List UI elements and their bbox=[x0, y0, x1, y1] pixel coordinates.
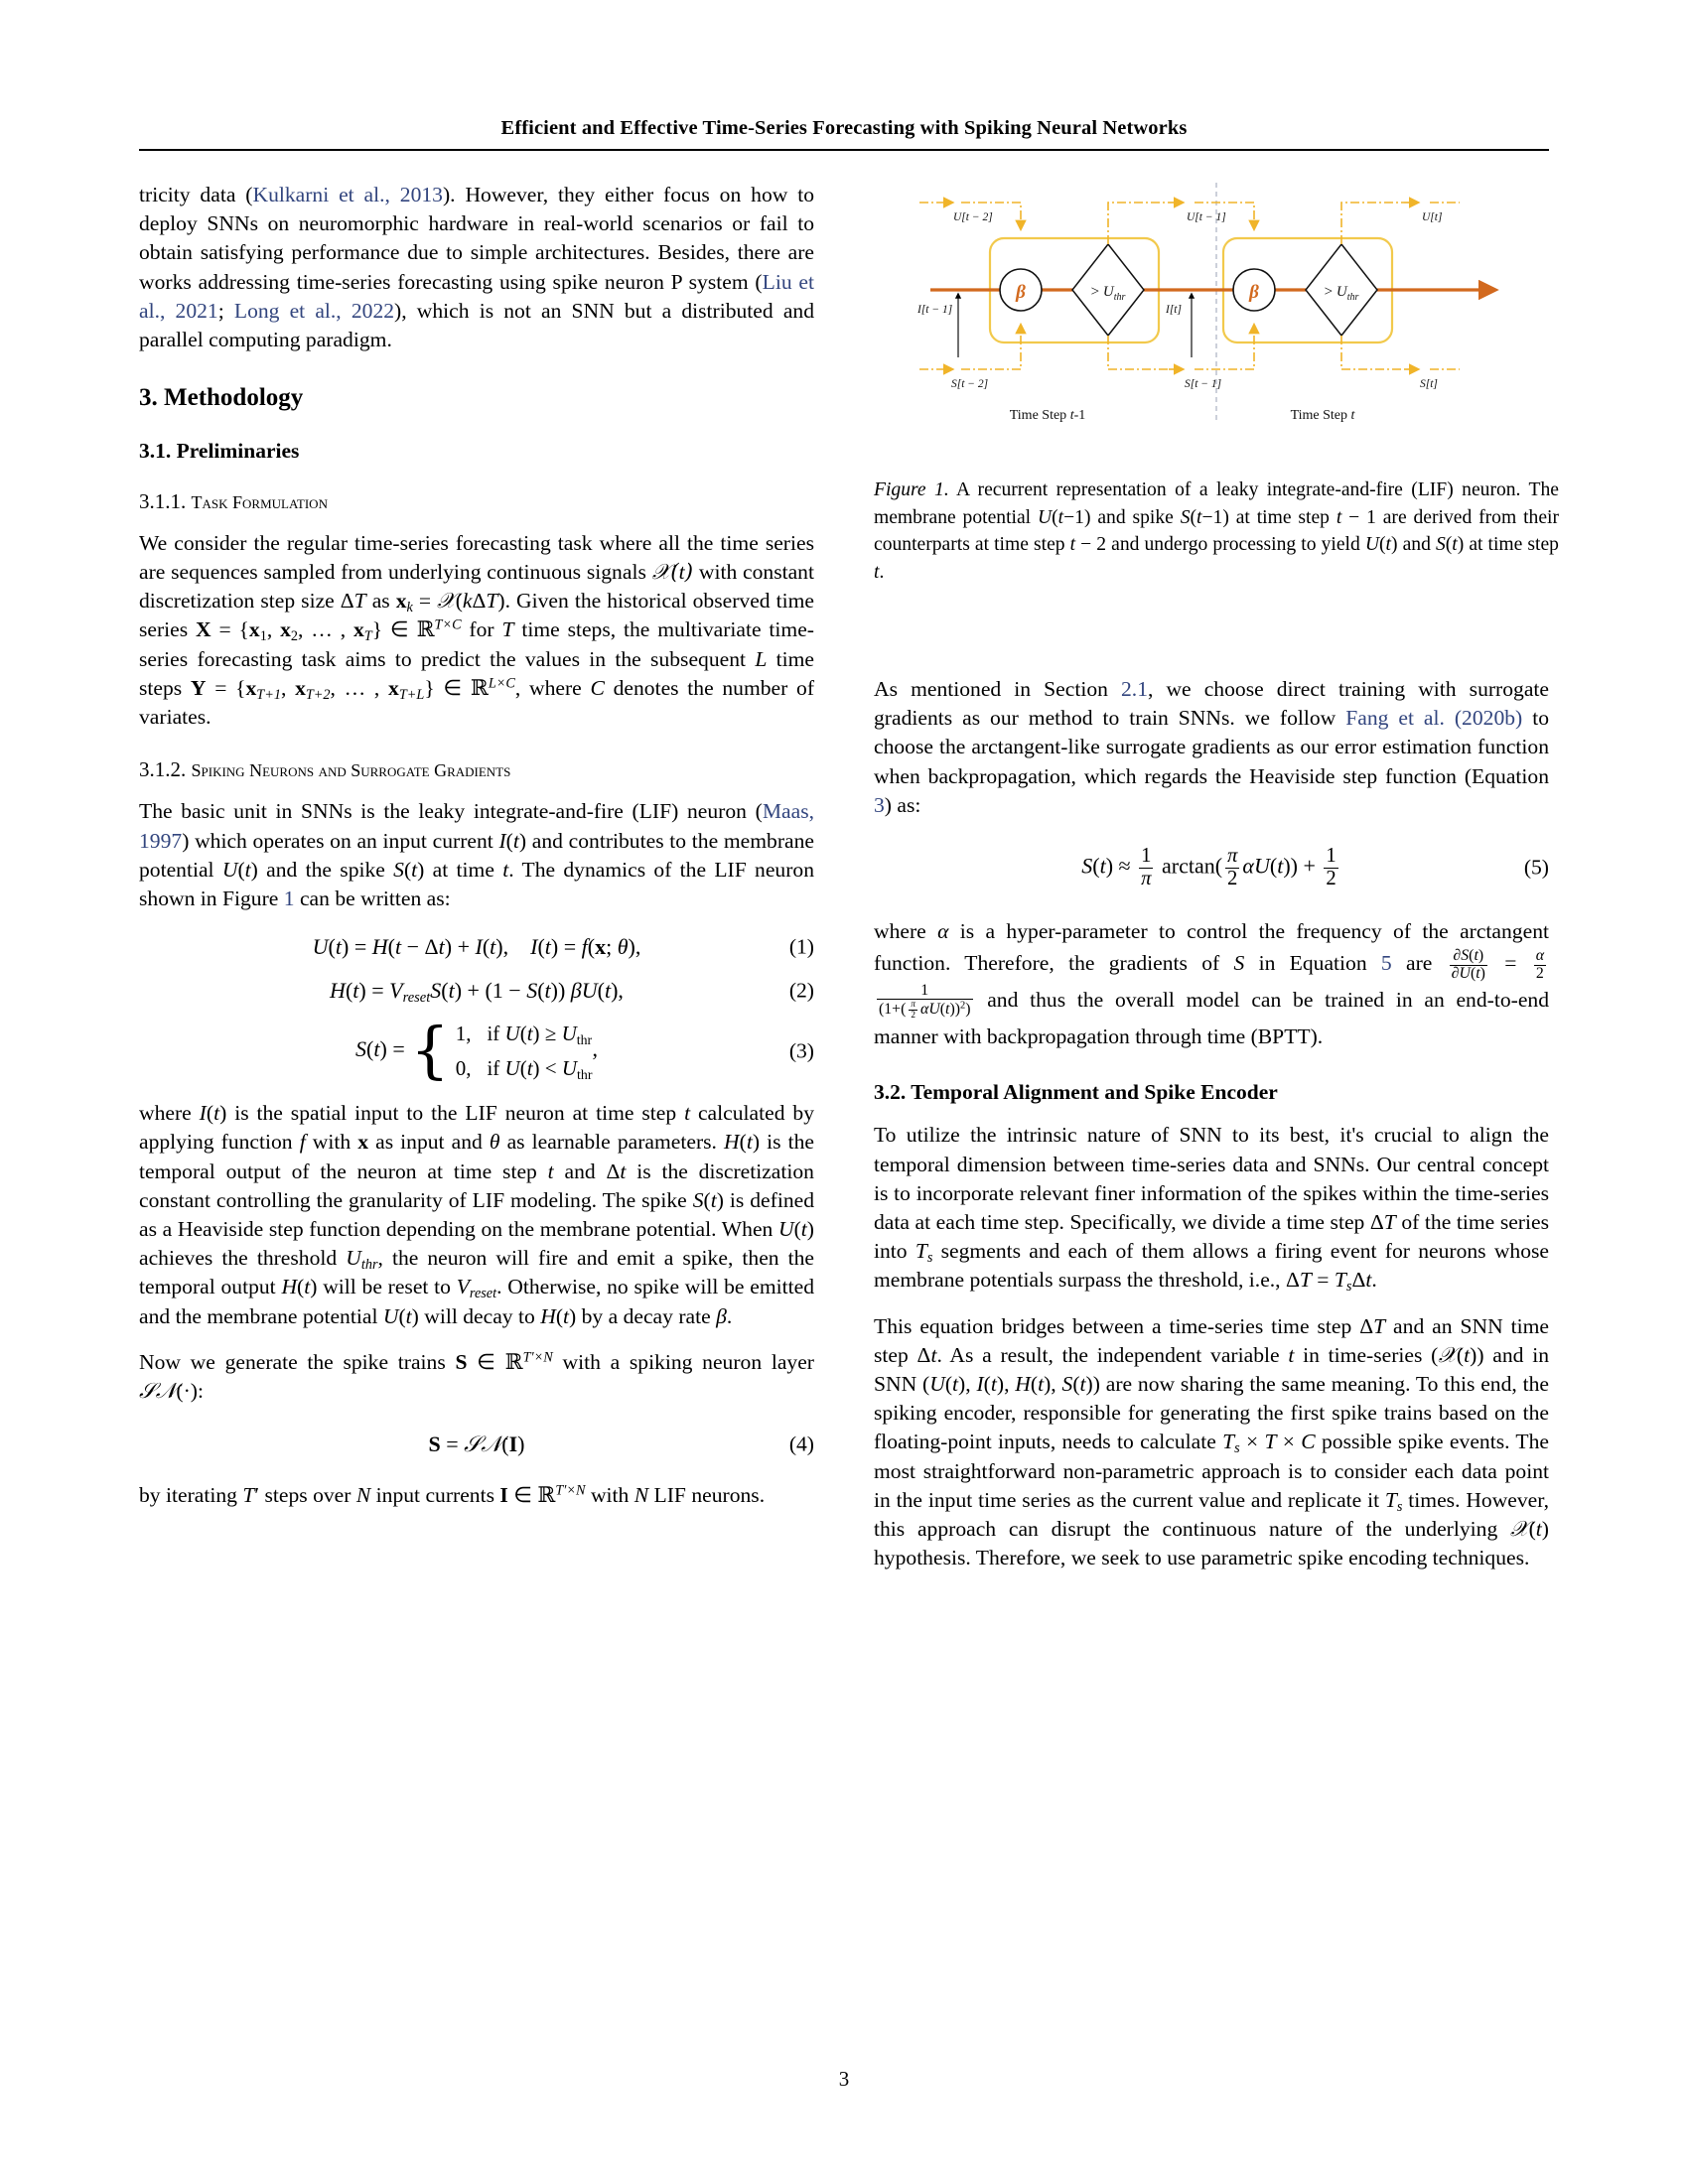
lif-text-c: and contributes to the membrane potential bbox=[139, 828, 814, 882]
task-text-b: with constant discretization step size bbox=[139, 560, 814, 614]
figure-caption-e: and undergo processing to yield bbox=[1106, 534, 1365, 555]
right-column bbox=[874, 675, 1549, 1589]
s-t-1-from-left-block bbox=[1108, 336, 1169, 369]
label-u-t-minus-2: U[t − 2] bbox=[953, 211, 993, 223]
math-bold-x: x bbox=[357, 1130, 369, 1155]
citation-fang[interactable]: Fang et al. (2020b) bbox=[1345, 706, 1523, 731]
math-calX-t-2: 𝒳(t) bbox=[1510, 1516, 1549, 1542]
equation-2-body: $H(t) = V_{reset}S(t) + (1 - S(t))$ βU(t), bbox=[330, 978, 624, 1007]
figure-reference-1[interactable]: 1 bbox=[283, 887, 295, 910]
math-H-t-2: H(t) bbox=[281, 1275, 318, 1299]
math-f: f bbox=[299, 1130, 306, 1155]
math-t-2: t bbox=[684, 1101, 691, 1126]
math-S: S bbox=[1233, 951, 1245, 976]
where-text-c: calculated by applying function bbox=[139, 1101, 814, 1155]
surrogate-text-b: , we choose direct training with surrogate gradients as our method to train SNNs. we follow bbox=[874, 677, 1550, 731]
where-text-j: is defined as a Heaviside step function depending on the membrane potential. When bbox=[139, 1187, 815, 1242]
math-I-t-2: I(t) bbox=[199, 1101, 227, 1126]
label-i-t-minus-1: I[t − 1] bbox=[917, 304, 953, 316]
equation-1-body: U(t) = H(t − Δt) + I(t), I(t) = f(x; θ), bbox=[312, 934, 641, 960]
alpha-text-b: is a hyper-parameter to control the frequency of the arctangent function. Therefore, the gradients of bbox=[874, 919, 1549, 976]
lif-text-e: at time bbox=[424, 857, 503, 882]
label-u-t: U[t] bbox=[1422, 211, 1443, 223]
math-Ts: $T_s$ bbox=[914, 1239, 933, 1267]
task-text-d: . Given the historical observed time series bbox=[139, 589, 815, 642]
page-number: 3 bbox=[838, 2067, 850, 2091]
where-text-k: achieves the threshold bbox=[139, 1246, 347, 1271]
task-text-h: , where bbox=[514, 675, 591, 700]
math-t-3: t bbox=[547, 1159, 554, 1183]
math-U-t-3: U(t) bbox=[382, 1303, 419, 1328]
where-text-i: is the discretization constant controlling the granularity of LIF modeling. The spike bbox=[139, 1159, 814, 1212]
math-Ts-T-C: $T_s \times T \times C$ bbox=[1222, 1430, 1316, 1457]
math-S-t-fig: S(t) bbox=[1435, 534, 1465, 555]
spike-text-a: Now we generate the spike trains bbox=[139, 1349, 456, 1374]
align-text-d: . bbox=[1371, 1268, 1377, 1293]
citation-kulkarni[interactable]: Kulkarni et al., 2013 bbox=[252, 183, 443, 206]
math-delta-T-3: ΔT bbox=[1359, 1313, 1386, 1338]
bridge-text-h: times. However, this approach can disrupt the continuous nature of the underlying bbox=[874, 1487, 1549, 1541]
equation-5-body: S(t) ≈ $\frac{1}{\pi}$ arctan( $\frac{\pi}{2}$ αU(t)) + $\frac{1}{2}$ bbox=[1081, 845, 1336, 889]
citation-liu[interactable]: Liu et al., 2021 bbox=[139, 269, 814, 323]
math-T: T bbox=[501, 617, 514, 642]
math-V-reset: $V_{reset}$ bbox=[456, 1275, 497, 1302]
math-delta-t: Δt bbox=[606, 1159, 627, 1183]
figure-caption-h: . bbox=[879, 561, 885, 583]
task-formulation-number: 3.1.1. bbox=[139, 488, 192, 513]
math-U-t-fig: U(t) bbox=[1364, 534, 1398, 555]
equation-5 bbox=[874, 846, 1549, 889]
label-s-t-minus-2: S[t − 2] bbox=[951, 378, 989, 390]
math-t-minus-1: t − 1 bbox=[1336, 506, 1376, 528]
math-C: C bbox=[590, 675, 605, 700]
citation-long[interactable]: Long et al., 2022 bbox=[233, 298, 395, 323]
bridge-text-b: and an SNN time step bbox=[874, 1313, 1549, 1367]
math-X-set: $X = \{x_1$, $x_2$, … , $x_T$} ∈ ℝ$^{T\times C}$ bbox=[196, 617, 462, 645]
figure-caption-d: are derived from their counterparts at time step bbox=[874, 506, 1559, 555]
math-SN: 𝒮𝒩(·) bbox=[139, 1379, 198, 1405]
label-s-t-minus-1: S[t − 1] bbox=[1185, 378, 1222, 390]
iter-text-a: by iterating bbox=[139, 1483, 243, 1508]
math-S-t-2: S(t) bbox=[692, 1187, 724, 1212]
math-L: L bbox=[755, 646, 768, 671]
figure-caption-g: at time step bbox=[1464, 534, 1559, 555]
where-text-n: . Otherwise, no spike will be emitted and the membrane potential bbox=[139, 1275, 815, 1328]
equation-4 bbox=[139, 1428, 814, 1461]
equation-reference-5[interactable]: 5 bbox=[1380, 951, 1392, 976]
section-reference-2-1[interactable]: 2.1 bbox=[1121, 677, 1148, 701]
equation-1 bbox=[139, 930, 814, 964]
equation-2-number: (2) bbox=[788, 978, 814, 1003]
running-header: Efficient and Effective Time-Series Forecasting with Spiking Neural Networks bbox=[500, 117, 1188, 139]
alpha-text-a: where bbox=[874, 919, 938, 944]
equation-2 bbox=[139, 974, 814, 1008]
spiking-neurons-number: 3.1.2. bbox=[139, 757, 192, 782]
math-deltaT-eq: $\Delta T = T_s\Delta t$ bbox=[1285, 1268, 1372, 1296]
task-text-f: time steps, the multivariate time-series forecasting task aims to predict the values in the subsequent bbox=[139, 617, 814, 671]
math-delta-T-2: ΔT bbox=[1369, 1209, 1396, 1234]
where-text-a: where bbox=[139, 1101, 200, 1126]
task-text-g: time steps bbox=[139, 646, 814, 700]
where-text-h: and bbox=[553, 1159, 607, 1183]
where-text-p: by a decay rate bbox=[576, 1303, 717, 1328]
math-S-t-1: S(t−1) bbox=[1180, 506, 1229, 528]
citation-maas[interactable]: Maas, 1997 bbox=[139, 799, 814, 853]
math-N-2: N bbox=[633, 1483, 649, 1508]
subsection-heading-temporal-alignment: 3.2. Temporal Alignment and Spike Encoder bbox=[874, 1079, 1278, 1104]
iter-text-d: with bbox=[585, 1483, 634, 1508]
bridge-text-e: and in SNN bbox=[874, 1342, 1549, 1396]
eq3-case2-value: 0, bbox=[455, 1056, 472, 1081]
figure-caption-label: Figure 1. bbox=[874, 479, 949, 500]
math-UIHS: (U(t), I(t), H(t), S(t)) bbox=[922, 1371, 1100, 1396]
label-i-t: I[t] bbox=[1166, 304, 1182, 316]
label-u-t-minus-1: U[t − 1] bbox=[1187, 211, 1226, 223]
where-text-g: is the temporal output of the neuron at time step bbox=[139, 1130, 814, 1183]
equation-group-4 bbox=[139, 1428, 814, 1461]
bridge-text-d: in time-series bbox=[1294, 1342, 1432, 1367]
figure-1-diagram bbox=[874, 181, 1559, 429]
math-S-t: S(t) bbox=[393, 857, 425, 882]
eq3-case1-cond: if bbox=[487, 1022, 500, 1046]
align-text-c: segments and each of them allows a firing event for neurons whose membrane potentials surpass the threshold, i.e., bbox=[874, 1239, 1549, 1293]
math-xk: $x_k$ = 𝒳(kΔT) bbox=[395, 589, 505, 616]
paragraph-surrogate-gradients bbox=[874, 675, 1549, 820]
header-rule bbox=[139, 149, 1549, 151]
subsubsection-heading-task-formulation bbox=[139, 489, 814, 513]
spike-text-c: : bbox=[197, 1379, 204, 1404]
math-U-t-2: U(t) bbox=[777, 1217, 814, 1242]
subsection-heading-preliminaries: 3.1. Preliminaries bbox=[139, 438, 300, 463]
align-text-a: To utilize the intrinsic nature of SNN to its best, it's crucial to align the temporal dimension between time-series data and SNNs. Our central concept is to incorporate relevant finer information of the spikes within the time-series data at each time step. Specifically, we divide a time step bbox=[874, 1123, 1549, 1234]
task-text-i: denotes the number of variates. bbox=[139, 675, 815, 730]
intro-sep: ; bbox=[217, 298, 234, 323]
figure-1-caption bbox=[874, 477, 1559, 586]
figure-caption-a: A recurrent representation of a leaky integrate-and-fire (LIF) neuron. The membrane potential bbox=[874, 479, 1559, 528]
beta-label-left: β bbox=[1016, 282, 1026, 303]
lif-recurrent-diagram-svg bbox=[874, 181, 1559, 429]
math-H-t: H(t) bbox=[724, 1130, 761, 1155]
spiking-neurons-title: Spiking Neurons and Surrogate Gradients bbox=[191, 760, 511, 781]
intro-text-3: ), which is not an SNN but a distributed and parallel computing paradigm. bbox=[139, 298, 814, 352]
subsubsection-heading-spiking-neurons bbox=[139, 757, 814, 781]
math-U-t: U(t) bbox=[221, 857, 258, 882]
where-text-d: with bbox=[305, 1130, 358, 1155]
threshold-label-left: > $U_{thr}$ bbox=[1090, 284, 1126, 303]
math-H-t-3: H(t) bbox=[540, 1303, 577, 1328]
math-delta-T: ΔT bbox=[340, 589, 366, 614]
equation-5-number: (5) bbox=[1523, 855, 1549, 880]
math-calX-paren: (𝒳(t)) bbox=[1431, 1342, 1484, 1368]
bridge-text-g: possible spike events. The most straightforward non-parametric approach is to consider each data point in the input time series as the current value and replicate it bbox=[874, 1430, 1549, 1512]
math-calX-t: 𝒳(t) bbox=[651, 560, 694, 586]
paragraph-spike-trains bbox=[139, 1348, 814, 1406]
lif-text-f: . The dynamics of the LIF neuron shown in Figure bbox=[139, 857, 814, 910]
math-N: N bbox=[355, 1483, 371, 1508]
task-text-c: as bbox=[365, 589, 396, 614]
align-text-b: of the time series into bbox=[874, 1209, 1549, 1264]
math-S-bold: S ∈ ℝ$^{T'\times N}$ bbox=[455, 1349, 553, 1375]
bridge-text-f: are now sharing the same meaning. To this end, the spiking encoder, responsible for generating the first spike trains based on the floating-point inputs, needs to calculate bbox=[874, 1371, 1549, 1454]
math-t: t bbox=[502, 857, 509, 882]
paragraph-iterating bbox=[139, 1481, 814, 1510]
math-Ts-2: $T_s$ bbox=[1384, 1487, 1403, 1515]
task-formulation-title: Task Formulation bbox=[191, 491, 328, 512]
math-t-minus-2: t − 2 bbox=[1069, 534, 1107, 555]
where-text-o: will decay to bbox=[418, 1303, 541, 1328]
surrogate-text-c: to choose the arctangent-like surrogate gradients as our error estimation function when backpropagation, which regards the Heaviside step function (Equation bbox=[874, 706, 1549, 788]
section-heading-methodology: 3. Methodology bbox=[139, 384, 304, 412]
figure-caption-c: at time step bbox=[1228, 506, 1336, 528]
paragraph-where-definitions bbox=[139, 1099, 814, 1331]
alpha-text-e: and thus the overall model can be trained in an end-to-end manner with backpropagation through time (BPTT). bbox=[874, 987, 1549, 1048]
bridge-text-i: hypothesis. Therefore, we seek to use parametric spike encoding techniques. bbox=[874, 1546, 1530, 1570]
lif-text-b: ) which operates on an input current bbox=[182, 828, 499, 853]
math-t-fig: t bbox=[874, 561, 880, 583]
surrogate-text-a: As mentioned in Section bbox=[874, 677, 1121, 701]
task-text-e: for bbox=[461, 617, 502, 642]
equation-group-1-3 bbox=[139, 930, 814, 1087]
math-gradient-expr: $\frac{\partial S(t)}{\partial U(t)}$ = $\frac{\alpha}{2}$ 1 (1+( $\frac{\pi}{2}$ αU(t))$^2$) bbox=[879, 947, 1544, 1020]
equation-group-5 bbox=[874, 846, 1549, 889]
label-time-step-right: Time Step t bbox=[1290, 408, 1355, 423]
label-s-t: S[t] bbox=[1420, 378, 1438, 390]
paragraph-bridge-equation bbox=[874, 1312, 1549, 1573]
lif-text-g: can be written as: bbox=[294, 887, 451, 910]
math-U-t-1: U(t−1) bbox=[1037, 506, 1091, 528]
label-time-step-left: Time Step t-1 bbox=[1009, 408, 1086, 423]
where-text-e: as input and bbox=[368, 1130, 490, 1155]
equation-4-body: S = 𝒮𝒩(I) bbox=[428, 1432, 525, 1458]
math-U-thr: $U_{thr}$ bbox=[346, 1246, 378, 1274]
where-text-q: . bbox=[726, 1303, 733, 1328]
paragraph-alpha-gradients bbox=[874, 915, 1549, 1051]
figure-caption-b: and spike bbox=[1090, 506, 1181, 528]
s-t-from-right-block bbox=[1341, 336, 1404, 369]
math-I-bold: I ∈ ℝ$^{T'\times N}$ bbox=[499, 1482, 586, 1509]
where-text-l: , the neuron will fire and emit a spike, then the temporal output bbox=[139, 1246, 815, 1299]
paragraph-intro bbox=[139, 181, 814, 354]
lif-text-d: and the spike bbox=[257, 857, 394, 882]
math-alpha: α bbox=[937, 919, 949, 944]
left-column bbox=[139, 181, 814, 1527]
bridge-text-a: This equation bridges between a time-series time step bbox=[874, 1313, 1360, 1338]
equation-3-body: S(t) = { 1, if $U(t) \ge U_{thr}$ 0, if $U(t) < U_{thr}$ , bbox=[355, 1014, 598, 1087]
math-delta-t-2: Δt bbox=[916, 1342, 937, 1367]
equation-4-number: (4) bbox=[788, 1432, 814, 1456]
eq3-case1-value: 1, bbox=[455, 1022, 472, 1046]
equation-3 bbox=[139, 1014, 814, 1087]
iter-text-b: steps over bbox=[259, 1483, 356, 1508]
figure-caption-f: and bbox=[1397, 534, 1436, 555]
spike-text-b: with a spiking neuron layer bbox=[552, 1349, 814, 1374]
math-T-prime: T′ bbox=[242, 1483, 260, 1508]
paragraph-lif-neuron bbox=[139, 797, 814, 913]
beta-label-right: β bbox=[1249, 282, 1259, 303]
intro-text-1: tricity data ( bbox=[139, 183, 253, 206]
eq3-case2-cond: if bbox=[487, 1056, 500, 1081]
equation-1-number: (1) bbox=[788, 934, 814, 959]
paragraph-temporal-alignment bbox=[874, 1121, 1549, 1295]
iter-text-e: LIF neurons. bbox=[648, 1483, 766, 1508]
math-t-4: t bbox=[1288, 1342, 1295, 1367]
alpha-text-c: in Equation bbox=[1244, 951, 1381, 976]
where-text-f: as learnable parameters. bbox=[499, 1130, 725, 1155]
lif-text-a: The basic unit in SNNs is the leaky integrate-and-fire (LIF) neuron ( bbox=[139, 799, 763, 824]
math-Y-set: $Y = \{x_{T+1}$, $x_{T+2}$, … , $x_{T+L}$} ∈ ℝ$^{L\times C}$ bbox=[190, 675, 515, 703]
threshold-label-right: > $U_{thr}$ bbox=[1324, 284, 1359, 303]
intro-text-2: ). However, they either focus on how to deploy SNNs on neuromorphic hardware in real-world scenarios or fail to obtain satisfying performance due to simple architectures. Besides, there are works addressing time-series forecasting using spike neuron P system ( bbox=[139, 183, 814, 294]
math-I-t: I(t) bbox=[498, 828, 527, 853]
paragraph-task-formulation bbox=[139, 529, 814, 732]
where-text-m: will be reset to bbox=[317, 1275, 457, 1299]
task-text-a: We consider the regular time-series forecasting task where all the time series are sequences sampled from underlying continuous signals bbox=[139, 530, 814, 585]
equation-3-number: (3) bbox=[788, 1038, 814, 1063]
where-text-b: is the spatial input to the LIF neuron at time step bbox=[226, 1101, 685, 1126]
iter-text-c: input currents bbox=[370, 1483, 500, 1508]
bridge-text-c: . As a result, the independent variable bbox=[936, 1342, 1289, 1367]
math-theta: θ bbox=[489, 1130, 500, 1155]
equation-reference-3[interactable]: 3 bbox=[874, 792, 885, 817]
math-beta: β bbox=[716, 1303, 727, 1328]
surrogate-text-d: ) as: bbox=[884, 792, 921, 817]
alpha-text-d: are bbox=[1391, 951, 1447, 976]
